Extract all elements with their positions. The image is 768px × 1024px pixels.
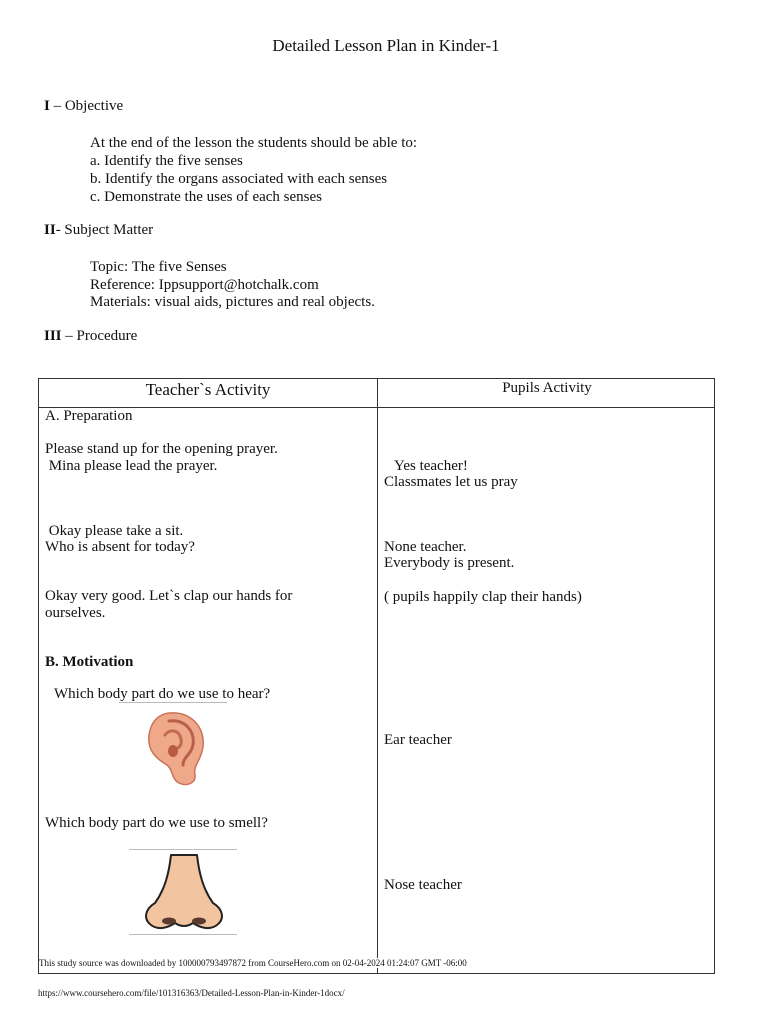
teacher-line: ourselves. (45, 605, 106, 621)
preparation-heading: A. Preparation (45, 408, 133, 424)
objective-intro: At the end of the lesson the students should be able to: (90, 135, 418, 151)
objective-item-c: c. Demonstrate the uses of each senses (90, 189, 323, 205)
nose-image-rule-bottom (129, 934, 237, 935)
topic-line: Topic: The five Senses (90, 259, 227, 275)
page-title: Detailed Lesson Plan in Kinder-1 (272, 36, 500, 55)
teacher-line: Please stand up for the opening prayer. (45, 441, 278, 457)
objective-label: – Objective (49, 98, 124, 114)
objective-heading (44, 98, 123, 115)
answer-smell: Nose teacher (384, 877, 462, 893)
objective-item-b: b. Identify the organs associated with each senses (90, 171, 388, 187)
procedure-heading (44, 328, 137, 345)
teacher-line: Who is absent for today? (45, 539, 195, 555)
motivation-heading: B. Motivation (45, 654, 134, 670)
subject-matter-label: - Subject Matter (55, 222, 154, 238)
header-teacher-activity: Teacher`s Activity (145, 380, 271, 399)
teacher-line: Okay please take a sit. (45, 523, 184, 539)
table-header-divider (39, 407, 714, 408)
teacher-line: Mina please lead the prayer. (45, 458, 218, 474)
subject-matter-heading (44, 222, 153, 239)
table-column-divider (377, 379, 378, 973)
pupil-line: None teacher. (384, 539, 467, 555)
question-hear: Which body part do we use to hear? (54, 686, 271, 702)
materials-line: Materials: visual aids, pictures and real objects. (90, 294, 375, 310)
subject-matter-numeral: II (44, 222, 56, 238)
download-watermark: This study source was downloaded by 100000793497872 from CourseHero.com on 02-04-2024 01:24:07 GMT -06:00 (39, 958, 467, 968)
nose-icon (139, 853, 229, 933)
pupil-line: Classmates let us pray (384, 474, 518, 490)
reference-line: Reference: Ippsupport@hotchalk.com (90, 277, 319, 293)
objective-item-a: a. Identify the five senses (90, 153, 243, 169)
pupil-line: Everybody is present. (384, 555, 515, 571)
header-pupils-activity: Pupils Activity (502, 380, 592, 396)
ear-icon (139, 709, 209, 789)
procedure-label: – Procedure (61, 328, 138, 344)
pupil-line: ( pupils happily clap their hands) (384, 589, 582, 605)
ear-image-rule (119, 702, 227, 703)
teacher-line: Okay very good. Let`s clap our hands for (45, 588, 293, 604)
question-smell: Which body part do we use to smell? (45, 815, 268, 831)
procedure-numeral: III (44, 328, 62, 344)
source-url[interactable]: https://www.coursehero.com/file/101316363/Detailed-Lesson-Plan-in-Kinder-1docx/ (38, 988, 345, 998)
activity-table (38, 378, 715, 974)
nose-image-rule-top (129, 849, 237, 850)
objective-numeral: I (44, 98, 50, 114)
pupil-line: Yes teacher! (394, 458, 468, 474)
answer-hear: Ear teacher (384, 732, 452, 748)
